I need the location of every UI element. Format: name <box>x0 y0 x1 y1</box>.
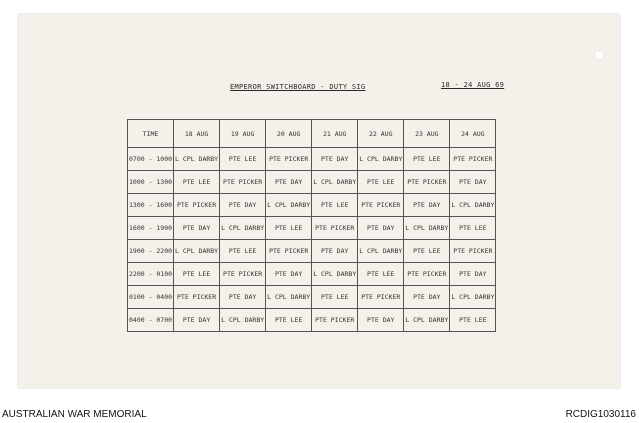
duty-cell: PTE LEE <box>358 263 404 286</box>
duty-cell: PTE PICKER <box>220 263 266 286</box>
duty-cell: L CPL DARBY <box>174 240 220 263</box>
duty-cell: PTE DAY <box>404 286 450 309</box>
duty-cell: PTE LEE <box>220 240 266 263</box>
duty-cell: PTE DAY <box>312 148 358 171</box>
duty-cell: PTE DAY <box>358 217 404 240</box>
table-row <box>128 148 496 171</box>
archive-credit: AUSTRALIAN WAR MEMORIAL <box>2 409 147 420</box>
table-row <box>128 194 496 217</box>
duty-cell: PTE LEE <box>174 171 220 194</box>
duty-cell: PTE PICKER <box>312 217 358 240</box>
duty-cell: PTE PICKER <box>312 309 358 332</box>
duty-cell: PTE PICKER <box>220 171 266 194</box>
column-header-date: 22 AUG <box>358 120 404 148</box>
duty-cell: PTE PICKER <box>404 171 450 194</box>
archive-id: RCDIG1030116 <box>565 409 636 420</box>
duty-cell: PTE DAY <box>174 217 220 240</box>
duty-cell: PTE PICKER <box>358 194 404 217</box>
duty-cell: PTE DAY <box>266 263 312 286</box>
duty-cell: PTE LEE <box>266 309 312 332</box>
duty-cell: PTE DAY <box>450 171 496 194</box>
duty-cell: PTE DAY <box>220 194 266 217</box>
table-row <box>128 217 496 240</box>
time-cell: 1600 - 1900 <box>128 217 174 240</box>
column-header-date: 23 AUG <box>404 120 450 148</box>
duty-cell: PTE LEE <box>404 148 450 171</box>
duty-cell: PTE LEE <box>266 217 312 240</box>
duty-cell: PTE LEE <box>312 286 358 309</box>
duty-cell: PTE LEE <box>220 148 266 171</box>
duty-cell: L CPL DARBY <box>358 240 404 263</box>
duty-cell: PTE LEE <box>312 194 358 217</box>
duty-cell: PTE DAY <box>358 309 404 332</box>
column-header-date: 18 AUG <box>174 120 220 148</box>
duty-roster-table <box>127 119 496 332</box>
duty-cell: PTE LEE <box>450 309 496 332</box>
header-row <box>128 120 496 148</box>
duty-cell: PTE DAY <box>450 263 496 286</box>
column-header-date: 21 AUG <box>312 120 358 148</box>
duty-cell: PTE DAY <box>312 240 358 263</box>
roster-body <box>128 148 496 332</box>
duty-cell: L CPL DARBY <box>266 194 312 217</box>
duty-cell: PTE LEE <box>404 240 450 263</box>
punch-hole <box>594 50 604 60</box>
time-cell: 0700 - 1000 <box>128 148 174 171</box>
duty-cell: PTE LEE <box>174 263 220 286</box>
duty-cell: PTE PICKER <box>450 148 496 171</box>
duty-cell: L CPL DARBY <box>312 263 358 286</box>
duty-cell: L CPL DARBY <box>404 217 450 240</box>
column-header-date: 20 AUG <box>266 120 312 148</box>
duty-cell: PTE PICKER <box>174 286 220 309</box>
duty-cell: L CPL DARBY <box>450 286 496 309</box>
duty-cell: PTE PICKER <box>266 240 312 263</box>
column-header-time: TIME <box>128 120 174 148</box>
table-row <box>128 171 496 194</box>
duty-cell: L CPL DARBY <box>266 286 312 309</box>
table-row <box>128 309 496 332</box>
duty-cell: PTE PICKER <box>404 263 450 286</box>
duty-cell: L CPL DARBY <box>174 148 220 171</box>
table-row <box>128 286 496 309</box>
duty-cell: PTE LEE <box>450 217 496 240</box>
duty-cell: PTE PICKER <box>358 286 404 309</box>
table-row <box>128 240 496 263</box>
time-cell: 1900 - 2200 <box>128 240 174 263</box>
duty-cell: PTE PICKER <box>174 194 220 217</box>
duty-cell: PTE DAY <box>174 309 220 332</box>
time-cell: 1300 - 1600 <box>128 194 174 217</box>
time-cell: 2200 - 0100 <box>128 263 174 286</box>
time-cell: 0400 - 0700 <box>128 309 174 332</box>
duty-cell: L CPL DARBY <box>450 194 496 217</box>
duty-cell: PTE LEE <box>358 171 404 194</box>
document-title: EMPEROR SWITCHBOARD - DUTY SIG <box>230 83 366 91</box>
duty-cell: L CPL DARBY <box>312 171 358 194</box>
table-row <box>128 263 496 286</box>
duty-cell: PTE PICKER <box>266 148 312 171</box>
duty-cell: L CPL DARBY <box>358 148 404 171</box>
time-cell: 0100 - 0400 <box>128 286 174 309</box>
duty-cell: L CPL DARBY <box>220 309 266 332</box>
column-header-date: 24 AUG <box>450 120 496 148</box>
duty-cell: PTE PICKER <box>450 240 496 263</box>
duty-cell: PTE DAY <box>266 171 312 194</box>
duty-cell: PTE DAY <box>404 194 450 217</box>
date-range: 18 - 24 AUG 69 <box>441 81 505 89</box>
duty-cell: L CPL DARBY <box>220 217 266 240</box>
duty-cell: PTE DAY <box>220 286 266 309</box>
duty-cell: L CPL DARBY <box>404 309 450 332</box>
column-header-date: 19 AUG <box>220 120 266 148</box>
time-cell: 1000 - 1300 <box>128 171 174 194</box>
